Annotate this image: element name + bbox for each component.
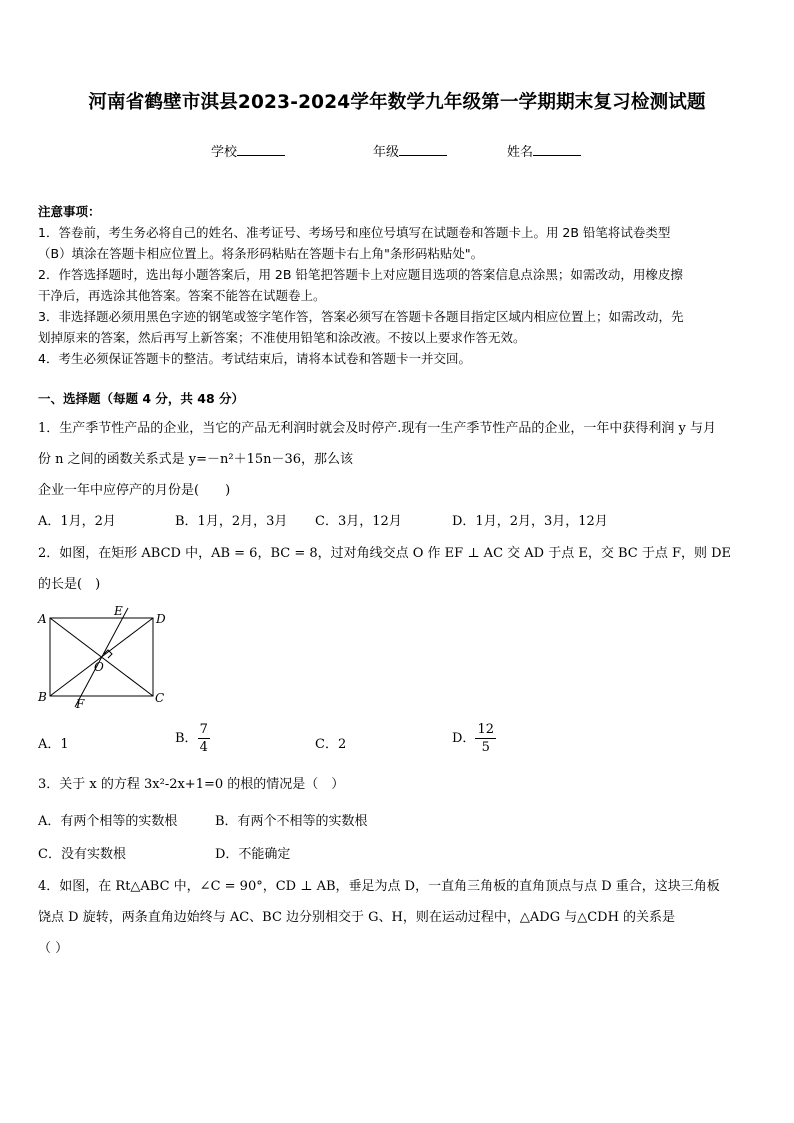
question-text: 3．关于 x 的方程 3x²-2x+1=0 的根的情况是（ ） bbox=[38, 777, 345, 792]
question-2 bbox=[38, 538, 758, 600]
section-heading-choice: 一、选择题（每题 4 分，共 48 分） bbox=[38, 391, 245, 406]
page-title: 河南省鹤壁市淇县2023-2024学年数学九年级第一学期期末复习检测试题 bbox=[88, 92, 706, 113]
label-e: E bbox=[114, 604, 123, 618]
grade-blank[interactable] bbox=[399, 143, 447, 156]
label-o: O bbox=[94, 660, 104, 674]
line-ef bbox=[75, 608, 128, 707]
notice-block bbox=[38, 201, 758, 369]
school-field[interactable] bbox=[211, 141, 285, 160]
label-c: C bbox=[155, 691, 165, 705]
name-field[interactable] bbox=[507, 141, 581, 160]
notice-heading: 注意事项： bbox=[38, 204, 101, 219]
question-text: 1．生产季节性产品的企业，当它的产品无利润时就会及时停产.现有一生产季节性产品的企业，一年中获得利润 y 与月 bbox=[38, 421, 717, 436]
q1-option-a[interactable]: A．1月，2月 bbox=[38, 514, 116, 529]
q1-option-d[interactable]: D．1月，2月，3月，12月 bbox=[452, 514, 608, 529]
question-text: 4．如图，在 Rt△ABC 中，∠C = 90°，CD ⊥ AB，垂足为点 D，一直角三角板的直角顶点与点 D 重合，这块三角板 bbox=[38, 879, 720, 894]
question-4 bbox=[38, 871, 758, 964]
denominator: 4 bbox=[199, 740, 208, 755]
fraction bbox=[198, 721, 210, 756]
q1-option-b[interactable]: B．1月，2月，3月 bbox=[175, 514, 288, 529]
label-d: D bbox=[156, 612, 166, 626]
q3-option-d[interactable]: D．不能确定 bbox=[215, 847, 291, 862]
q2-option-a[interactable]: A．1 bbox=[38, 737, 69, 752]
label-a: A bbox=[38, 612, 47, 626]
option-prefix: D． bbox=[452, 731, 476, 746]
notice-line: （B）填涂在答题卡相应位置上。将条形码粘贴在答题卡右上角"条形码粘贴处"。 bbox=[38, 246, 484, 261]
question-text: 企业一年中应停产的月份是( ) bbox=[38, 483, 231, 498]
notice-line: 干净后，再选涂其他答案。答案不能答在试题卷上。 bbox=[38, 288, 326, 303]
q2-option-c[interactable]: C．2 bbox=[315, 737, 347, 752]
school-blank[interactable] bbox=[237, 143, 285, 156]
question-text: 2．如图，在矩形 ABCD 中，AB = 6，BC = 8，过对角线交点 O 作 EF ⊥ AC 交 AD 于点 E，交 BC 于点 F，则 DE bbox=[38, 546, 732, 561]
grade-field[interactable] bbox=[373, 141, 447, 160]
label-b: B bbox=[38, 690, 47, 704]
q1-option-c[interactable]: C．3月，12月 bbox=[315, 514, 402, 529]
grade-label: 年级 bbox=[373, 145, 400, 160]
question-text: （ ） bbox=[38, 941, 69, 956]
question-text: 份 n 之间的函数关系式是 y=－n²＋15n－36，那么该 bbox=[38, 452, 354, 467]
notice-line: 4．考生必须保证答题卡的整洁。考试结束后，请将本试卷和答题卡一并交回。 bbox=[38, 351, 471, 366]
question-1 bbox=[38, 413, 758, 506]
label-f: F bbox=[76, 697, 85, 711]
school-label: 学校 bbox=[211, 145, 238, 160]
fraction bbox=[475, 721, 496, 756]
rectangle-figure bbox=[36, 603, 176, 711]
numerator: 12 bbox=[477, 722, 494, 737]
question-text: 的长是( ) bbox=[38, 577, 101, 592]
numerator: 7 bbox=[199, 722, 208, 737]
q2-option-d[interactable] bbox=[452, 721, 496, 756]
notice-line: 划掉原来的答案，然后再写上新答案；不准使用铅笔和涂改液。不按以上要求作答无效。 bbox=[38, 330, 526, 345]
question-3 bbox=[38, 774, 758, 795]
notice-line: 2．作答选择题时，选出每小题答案后，用 2B 铅笔把答题卡上对应题目选项的答案信息点涂黑；如需改动，用橡皮擦 bbox=[38, 267, 683, 282]
q2-option-b[interactable] bbox=[175, 721, 210, 756]
name-label: 姓名 bbox=[507, 145, 534, 160]
name-blank[interactable] bbox=[533, 143, 581, 156]
notice-line: 1．答卷前，考生务必将自己的姓名、准考证号、考场号和座位号填写在试题卷和答题卡上。用 2B 铅笔将试卷类型 bbox=[38, 225, 671, 240]
notice-line: 3．非选择题必须用黑色字迹的钢笔或签字笔作答，答案必须写在答题卡各题目指定区域内相应位置上；如需改动，先 bbox=[38, 309, 684, 324]
q3-option-c[interactable]: C．没有实数根 bbox=[38, 847, 126, 862]
option-prefix: B． bbox=[175, 731, 198, 746]
denominator: 5 bbox=[481, 740, 490, 755]
q3-option-b[interactable]: B．有两个不相等的实数根 bbox=[215, 814, 368, 829]
q3-option-a[interactable]: A．有两个相等的实数根 bbox=[38, 814, 178, 829]
question-text: 饶点 D 旋转，两条直角边始终与 AC、BC 边分别相交于 G、H，则在运动过程中，△ADG 与△CDH 的关系是 bbox=[38, 910, 676, 925]
